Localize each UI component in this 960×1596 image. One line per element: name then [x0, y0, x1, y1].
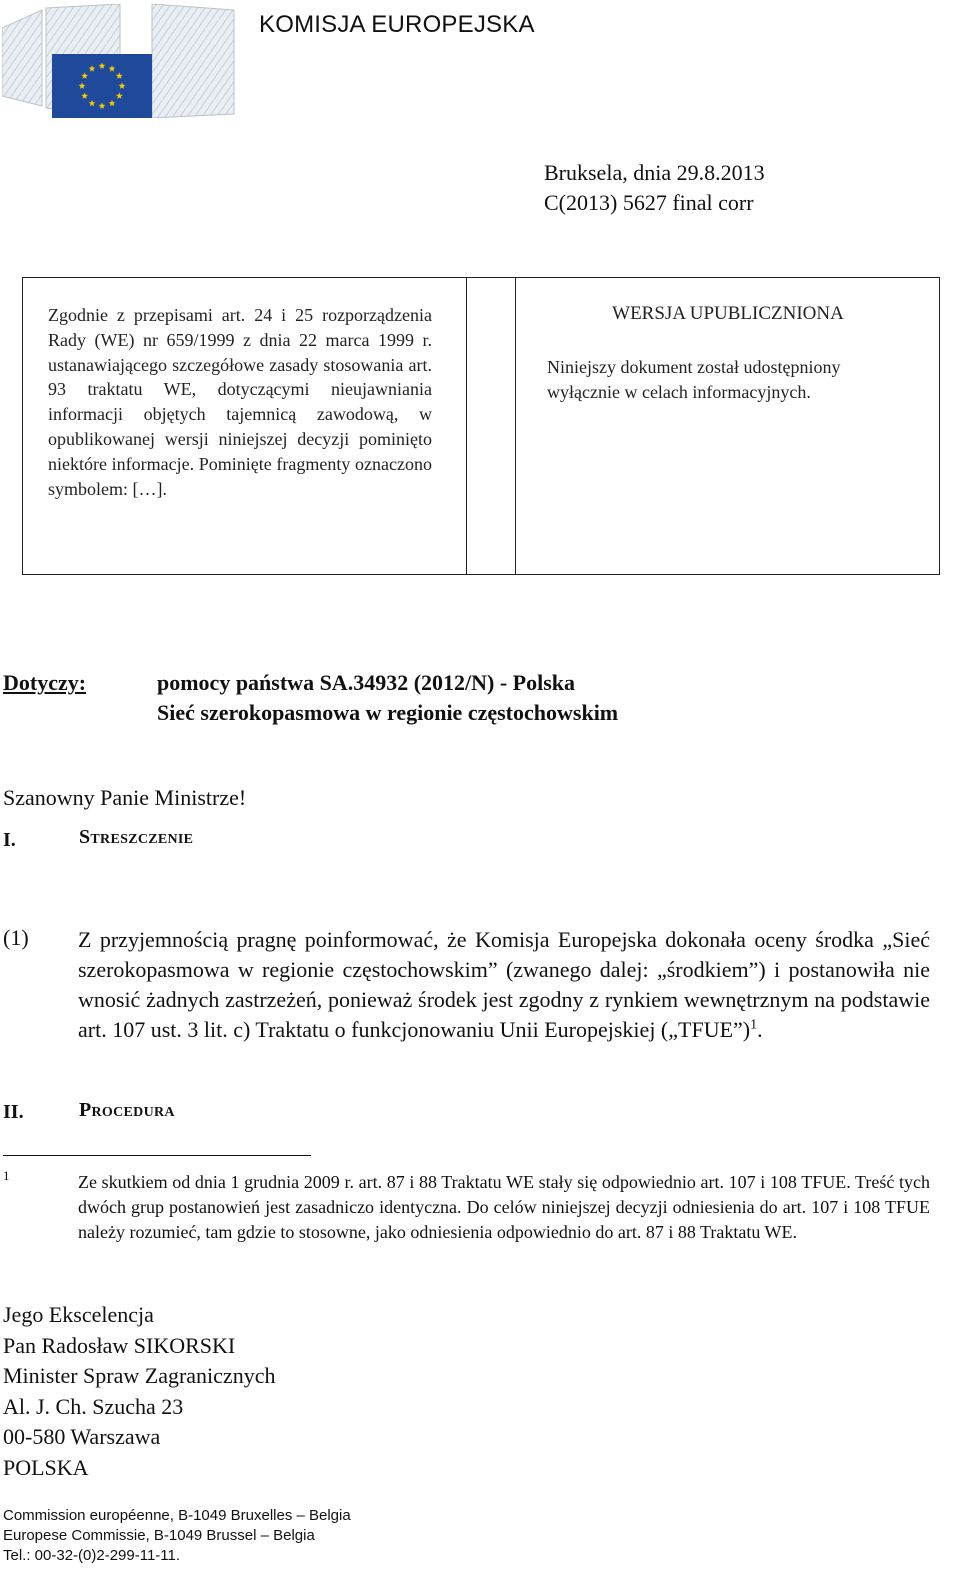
eu-commission-flag-logo-icon	[2, 4, 236, 118]
place-date: Bruksela, dnia 29.8.2013	[544, 160, 765, 185]
paragraph-text	[78, 925, 930, 1045]
recipient-address	[3, 1300, 275, 1483]
public-version-title: WERSJA UPUBLICZNIONA	[612, 303, 844, 324]
address-line: Al. J. Ch. Szucha 23	[3, 1393, 184, 1419]
footer-line: Europese Commissie, B-1049 Brussel – Belgia	[3, 1527, 315, 1544]
paragraph-body: Z przyjemnością pragnę poinformować, że Komisja Europejska dokonała oceny środka „Sieć szerokopasmowa w regionie częstochowskim” (zwanego dalej: „środkiem”) i postanowiła nie wnosić żadnych zastrzeżeń, ponieważ środek jest zgodny z rynkiem wewnętrznym na podstawie art. 107 ust. 3 lit. c) Traktatu o funkcjonowaniu Unii Europejskiej („TFUE”)	[78, 927, 930, 1042]
subject-case: pomocy państwa SA.34932 (2012/N) - Polska	[157, 670, 576, 695]
box-divider	[466, 278, 467, 574]
page-footer	[3, 1506, 351, 1566]
footer-line: Commission européenne, B-1049 Bruxelles – Belgia	[3, 1507, 351, 1524]
footnote-ref[interactable]: 1	[750, 1017, 758, 1033]
footnote-number: 1	[3, 1168, 10, 1183]
section-title-procedure: Procedura	[79, 1099, 175, 1121]
section-number: I.	[3, 829, 16, 851]
paragraph-number: (1)	[3, 925, 29, 950]
subject-label: Dotyczy:	[3, 670, 87, 695]
paragraph-end: .	[757, 1017, 763, 1042]
section-number: II.	[3, 1101, 24, 1123]
footnote-text: Ze skutkiem od dnia 1 grudnia 2009 r. art. 87 i 88 Traktatu WE stały się odpowiednio art. 107 i 108 TFUE. Treść tych dwóch grup postanowień jest zasadniczo identyczna. Do celów niniejszej decyzji odniesienia do art. 107 i 108 TFUE należy rozumieć, tam gdzie to stosowne, jako odniesienia odpowiednio do art. 87 i 88 Traktatu WE.	[78, 1172, 930, 1242]
address-line: Minister Spraw Zagranicznych	[3, 1363, 276, 1388]
subject-title: Sieć szerokopasmowa w regionie częstochowskim	[157, 700, 619, 725]
salutation: Szanowny Panie Ministrze!	[3, 785, 247, 810]
confidentiality-notice: Zgodnie z przepisami art. 24 i 25 rozporządzenia Rady (WE) nr 659/1999 z dnia 22 marca 1999 r. ustanawiającego szczegółowe zasady stosowania art. 93 traktatu WE, dotyczącymi nieujawniania informacji objętych tajemnicą zawodową, w opublikowanej wersji niniejszej decyzji pominięto niektóre informacje. Pominięte fragmenty oznaczono symbolem: […].	[48, 305, 432, 499]
organization-name: KOMISJA EUROPEJSKA	[259, 11, 535, 38]
address-line: Pan Radosław SIKORSKI	[3, 1332, 236, 1358]
document-reference: C(2013) 5627 final corr	[544, 190, 754, 215]
footnote-separator	[3, 1155, 311, 1156]
footer-line: Tel.: 00-32-(0)2-299-11-11.	[3, 1547, 181, 1564]
public-version-note: Niniejszy dokument został udostępniony wyłącznie w celach informacyjnych.	[547, 357, 841, 402]
address-line: Jego Ekscelencja	[3, 1302, 154, 1327]
address-line: 00-580 Warszawa	[3, 1424, 161, 1449]
section-title-summary: Streszczenie	[79, 826, 194, 848]
address-line: POLSKA	[3, 1454, 89, 1480]
